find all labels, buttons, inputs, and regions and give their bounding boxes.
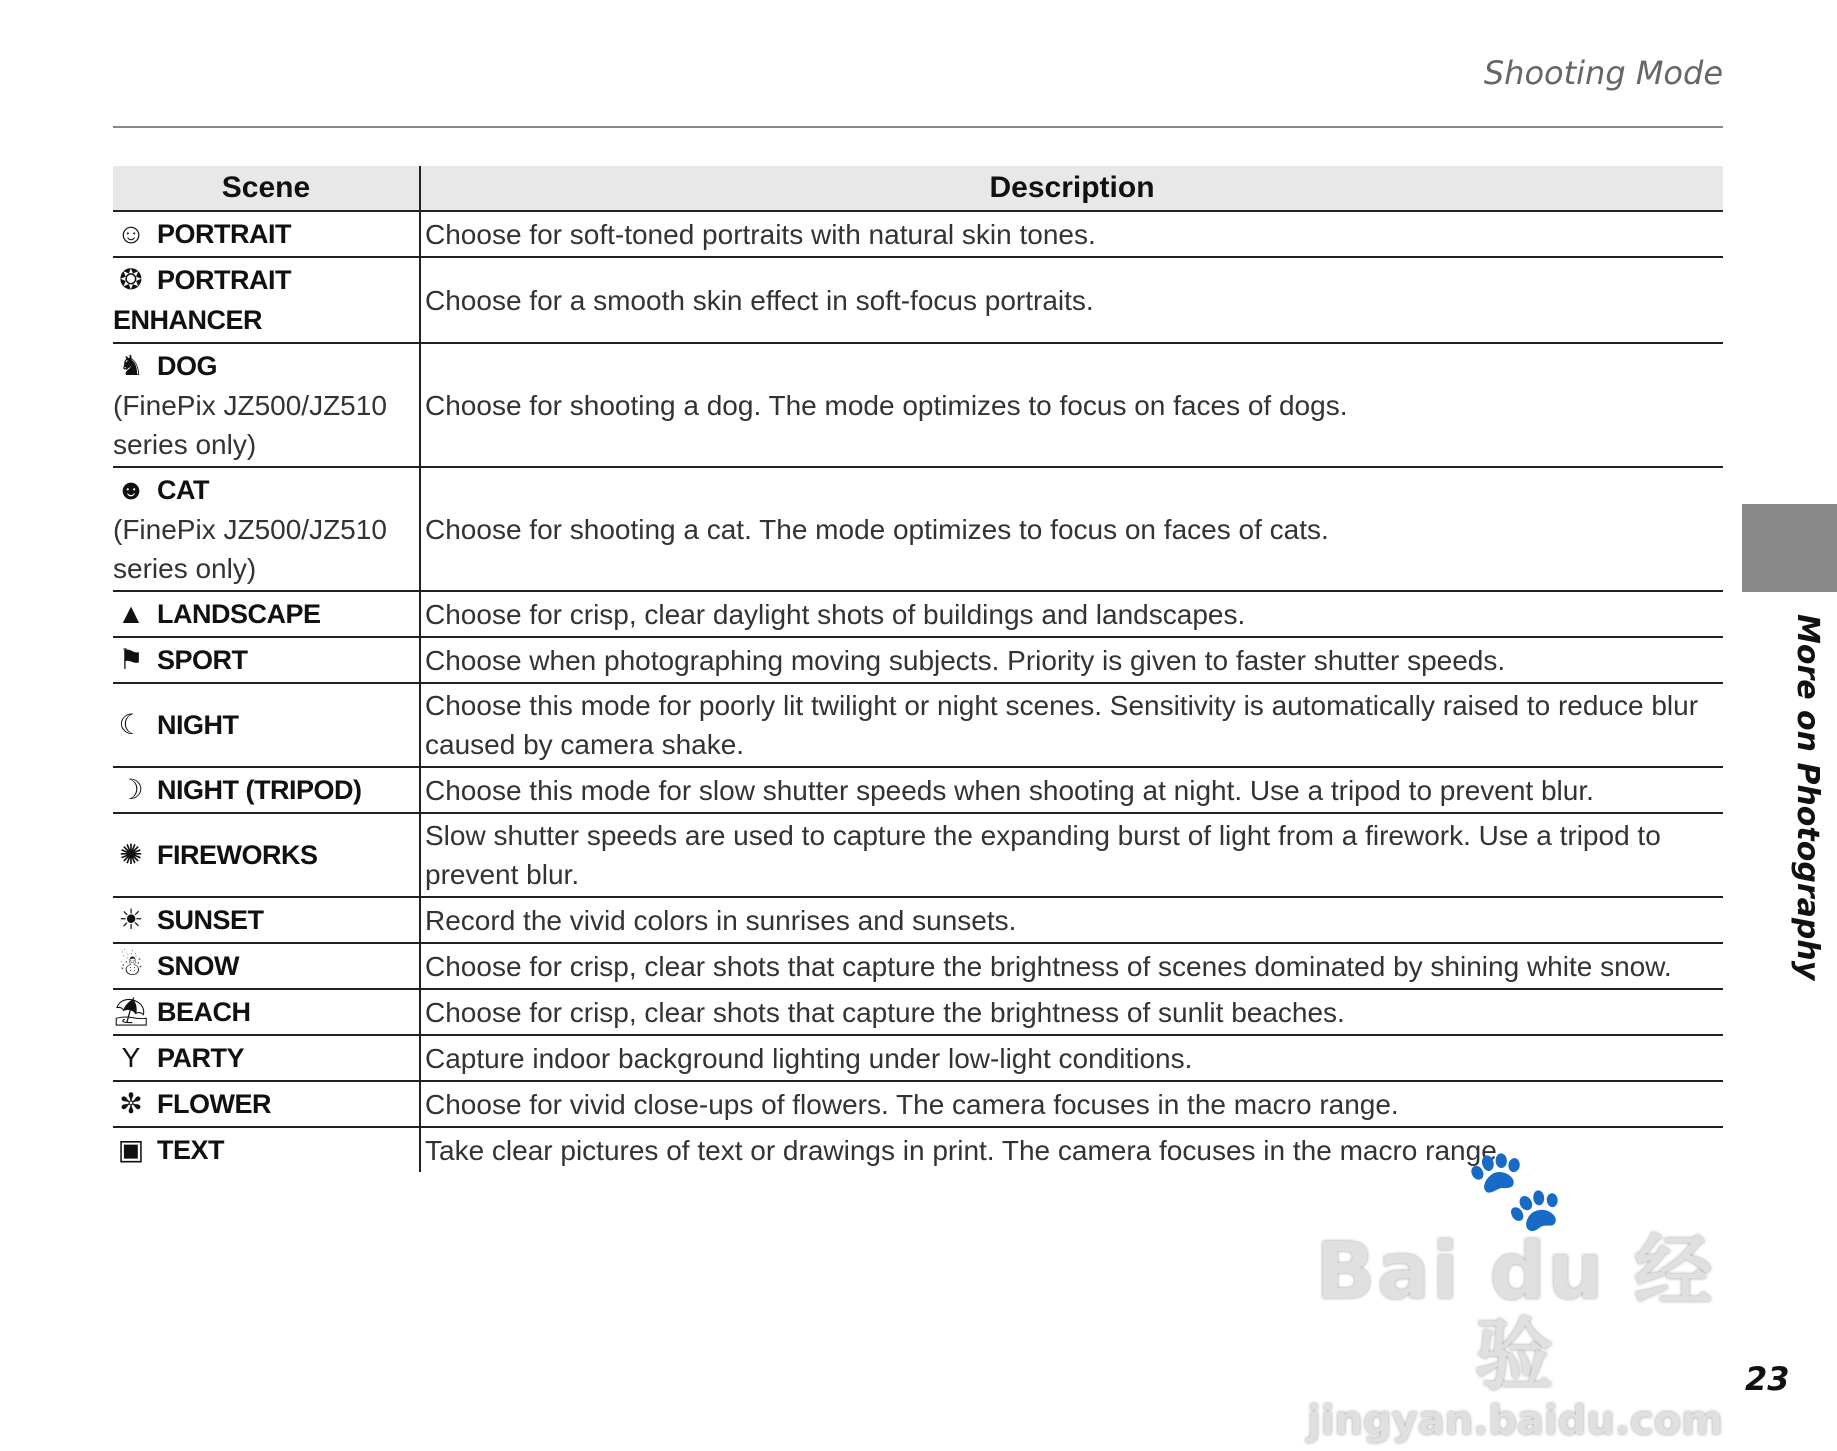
scene-description: Choose for vivid close-ups of flowers. The camera focuses in the macro range. bbox=[425, 1088, 1399, 1120]
scene-note: (FinePix JZ500/JZ510 series only) bbox=[113, 514, 387, 584]
cat-icon: ☻ bbox=[116, 474, 146, 505]
scene-name: NIGHT bbox=[157, 710, 239, 740]
table-row bbox=[113, 767, 1723, 813]
page-number: 23 bbox=[1745, 1360, 1790, 1398]
description-cell bbox=[420, 989, 1723, 1035]
scene-cell bbox=[113, 343, 420, 467]
table-row bbox=[113, 1035, 1723, 1081]
scene-cell bbox=[113, 1127, 420, 1172]
scene-description: Choose for crisp, clear shots that capture the brightness of sunlit beaches. bbox=[425, 996, 1345, 1028]
table-body bbox=[113, 211, 1723, 1172]
scene-cell bbox=[113, 1035, 420, 1081]
running-header: Shooting Mode bbox=[1483, 54, 1723, 92]
portrait-icon: ☺ bbox=[116, 218, 146, 249]
column-header-scene: Scene bbox=[113, 166, 420, 211]
scene-cell bbox=[113, 637, 420, 683]
scene-description: Choose for crisp, clear shots that capture the brightness of scenes dominated by shining white snow. bbox=[425, 950, 1672, 982]
scene-cell bbox=[113, 767, 420, 813]
description-cell bbox=[420, 683, 1723, 767]
description-cell bbox=[420, 813, 1723, 897]
description-cell bbox=[420, 943, 1723, 989]
description-cell bbox=[420, 897, 1723, 943]
description-cell bbox=[420, 343, 1723, 467]
scene-cell bbox=[113, 683, 420, 767]
baidu-watermark bbox=[1300, 1145, 1730, 1444]
scene-name: SPORT bbox=[157, 645, 248, 675]
table-row bbox=[113, 989, 1723, 1035]
scene-cell bbox=[113, 943, 420, 989]
table-header-row bbox=[113, 166, 1723, 211]
table-row bbox=[113, 343, 1723, 467]
snow-icon: ☃ bbox=[118, 950, 144, 981]
watermark-brand: Bai du 经验 bbox=[1315, 1227, 1715, 1401]
description-cell bbox=[420, 591, 1723, 637]
table-row bbox=[113, 1081, 1723, 1127]
description-cell bbox=[420, 1035, 1723, 1081]
scene-cell bbox=[113, 989, 420, 1035]
scene-name: TEXT bbox=[157, 1135, 225, 1165]
scene-description: Capture indoor background lighting under low-light conditions. bbox=[425, 1042, 1193, 1074]
sunset-icon: ☀ bbox=[118, 904, 144, 935]
table-row bbox=[113, 211, 1723, 257]
beach-icon: ⛱ bbox=[113, 996, 149, 1027]
table-row bbox=[113, 683, 1723, 767]
description-cell bbox=[420, 1081, 1723, 1127]
section-title: More on Photography bbox=[1790, 614, 1825, 981]
scene-name: DOG bbox=[157, 351, 218, 381]
table-row bbox=[113, 591, 1723, 637]
table-row bbox=[113, 467, 1723, 591]
flower-icon: ✼ bbox=[119, 1088, 143, 1119]
scene-table bbox=[113, 166, 1723, 1172]
scene-name: CAT bbox=[157, 475, 209, 505]
dog-icon: ♞ bbox=[118, 350, 144, 381]
scene-name: PORTRAIT bbox=[157, 219, 291, 249]
section-tab bbox=[1742, 504, 1837, 592]
watermark-url: jingyan.baidu.com bbox=[1307, 1398, 1723, 1444]
scene-cell bbox=[113, 897, 420, 943]
party-icon: Y bbox=[121, 1042, 141, 1073]
table-row bbox=[113, 813, 1723, 897]
table-row bbox=[113, 943, 1723, 989]
scene-name: PARTY bbox=[157, 1043, 245, 1073]
scene-description: Slow shutter speeds are used to capture the expanding burst of light from a firework. Use a tripod to prevent blur. bbox=[425, 820, 1661, 890]
scene-cell bbox=[113, 1081, 420, 1127]
column-header-description: Description bbox=[420, 166, 1723, 211]
scene-description: Choose for soft-toned portraits with natural skin tones. bbox=[425, 218, 1096, 250]
sport-icon: ⚑ bbox=[118, 644, 144, 675]
night-tripod-icon: ☽ bbox=[118, 774, 144, 805]
landscape-icon: ▲ bbox=[117, 598, 145, 629]
table-row bbox=[113, 897, 1723, 943]
description-cell bbox=[420, 211, 1723, 257]
table-row bbox=[113, 637, 1723, 683]
scene-cell bbox=[113, 813, 420, 897]
scene-cell bbox=[113, 211, 420, 257]
scene-description: Choose for shooting a cat. The mode optimizes to focus on faces of cats. bbox=[425, 513, 1329, 545]
scene-name: FLOWER bbox=[157, 1089, 271, 1119]
scene-name: SNOW bbox=[157, 951, 239, 981]
scene-name: PORTRAIT ENHANCER bbox=[113, 265, 291, 335]
scene-description: Choose this mode for slow shutter speeds when shooting at night. Use a tripod to prevent blur. bbox=[425, 774, 1594, 806]
description-cell bbox=[420, 767, 1723, 813]
description-cell bbox=[420, 257, 1723, 343]
text-icon: ▣ bbox=[117, 1134, 145, 1165]
scene-description: Take clear pictures of text or drawings in print. The camera focuses in the macro range. bbox=[425, 1134, 1505, 1166]
portrait-enhancer-icon: ❂ bbox=[119, 264, 143, 295]
header-rule bbox=[113, 126, 1723, 128]
description-cell bbox=[420, 637, 1723, 683]
scene-description: Choose for a smooth skin effect in soft-focus portraits. bbox=[425, 284, 1094, 316]
scene-cell bbox=[113, 591, 420, 637]
scene-description: Record the vivid colors in sunrises and sunsets. bbox=[425, 904, 1017, 936]
scene-name: NIGHT (TRIPOD) bbox=[157, 775, 362, 805]
scene-cell bbox=[113, 257, 420, 343]
scene-name: SUNSET bbox=[157, 905, 264, 935]
description-cell bbox=[420, 467, 1723, 591]
scene-name: BEACH bbox=[157, 997, 251, 1027]
scene-note: (FinePix JZ500/JZ510 series only) bbox=[113, 390, 387, 460]
scene-description: Choose this mode for poorly lit twilight or night scenes. Sensitivity is automatically raised to reduce blur caused by camera shake. bbox=[425, 690, 1699, 760]
table-row bbox=[113, 257, 1723, 343]
paw-icon: 🐾 bbox=[1465, 1145, 1565, 1234]
fireworks-icon: ✺ bbox=[119, 839, 143, 870]
scene-description: Choose for crisp, clear daylight shots of buildings and landscapes. bbox=[425, 598, 1246, 630]
scene-name: FIREWORKS bbox=[157, 840, 318, 870]
scene-description: Choose when photographing moving subjects. Priority is given to faster shutter speeds. bbox=[425, 644, 1506, 676]
scene-description: Choose for shooting a dog. The mode optimizes to focus on faces of dogs. bbox=[425, 389, 1348, 421]
scene-name: LANDSCAPE bbox=[157, 599, 321, 629]
night-icon: ☾ bbox=[118, 709, 144, 740]
scene-cell bbox=[113, 467, 420, 591]
